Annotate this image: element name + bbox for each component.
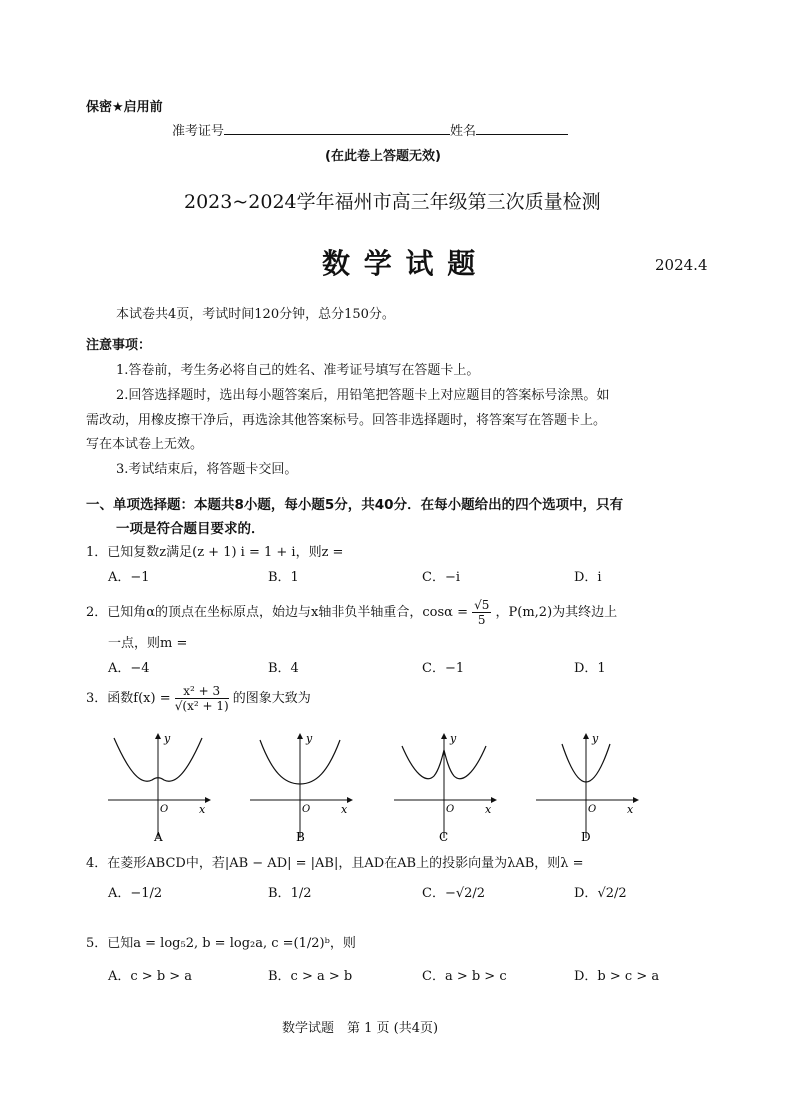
graph-c-origin: O [446, 804, 455, 815]
q4-b-letter: B． [268, 886, 291, 901]
q4-a-value: −1/2 [130, 886, 163, 901]
q1-text: 1．已知复数z满足(z + 1) i = 1 + i，则z = [86, 545, 344, 560]
q4-b-value: 1/2 [290, 886, 312, 901]
q5-text: 5．已知a = log₅2, b = log₂a, c =(1/2)ᵇ，则 [86, 936, 356, 951]
ticket-label: 准考证号 [172, 124, 225, 139]
note-1: 1.答卷前，考生务必将自己的姓名、准考证号填写在答题卡上。 [116, 363, 480, 378]
q2-post: ，P(m,2)为其终边上 [495, 605, 618, 620]
q1-option-c: C．−i [422, 570, 460, 585]
q4-a-letter: A． [108, 886, 131, 901]
q4-option-b [268, 882, 311, 901]
q2-option-b: B．4 [268, 661, 299, 676]
q5-option-a: A．c > b > a [108, 969, 193, 984]
section1-heading-line2: 一项是符合题目要求的． [116, 521, 265, 537]
q3-text [86, 684, 311, 713]
graph-d-origin: O [588, 804, 597, 815]
q2-pre: 2．已知角α的顶点在坐标原点，始边与x轴非负半轴重合，cosα = [86, 605, 468, 620]
q2-frac-num: √5 [474, 598, 490, 612]
ticket-blank [224, 122, 450, 135]
q1-option-b: B．1 [268, 570, 299, 585]
q2-option-d: D．1 [574, 661, 606, 676]
q4-d-letter: D． [574, 886, 598, 901]
q3-frac-num: x² + 3 [175, 684, 229, 699]
graph-a-y-label: y [164, 732, 171, 745]
q4-c-value: −√2/2 [444, 886, 486, 901]
q5-option-b: B．c > a > b [268, 969, 353, 984]
graph-d [536, 732, 638, 844]
page-footer: 数学试题 第 1 页 (共4页) [282, 1021, 439, 1036]
q3-pre: 3．函数f(x) = [86, 691, 171, 706]
exam-date: 2024.4 [655, 256, 708, 274]
exam-intro: 本试卷共4页，考试时间120分钟，总分150分。 [116, 307, 395, 322]
q4-text: 4．在菱形ABCD中，若|AB − AD| = |AB|，且AD在AB上的投影向量为λAB，则λ = [86, 856, 584, 871]
q2-frac-den: 5 [477, 613, 486, 627]
q1-option-a: A．−1 [108, 570, 150, 585]
invalid-note: (在此卷上答题无效) [325, 149, 441, 164]
section1-heading-line1: 一、单项选择题：本题共8小题，每小题5分，共40分．在每小题给出的四个选项中，只有 [86, 497, 624, 513]
q3-post: 的图象大致为 [232, 691, 311, 706]
graph-c-label: C [439, 830, 449, 844]
notes-heading: 注意事项： [86, 338, 152, 353]
q1-option-d: D．i [574, 570, 602, 585]
q2-option-a: A．−4 [108, 661, 150, 676]
q4-c-letter: C． [422, 886, 445, 901]
graph-d-x-label: x [627, 803, 634, 816]
graph-b [250, 732, 352, 844]
q3-graphs [100, 730, 700, 848]
exam-title: 2023~2024学年福州市高三年级第三次质量检测 [184, 191, 601, 213]
name-blank [476, 122, 568, 135]
graph-a-label: A [154, 830, 163, 844]
q2-text [86, 598, 617, 627]
q4-option-a [108, 882, 162, 901]
note-2-line3: 写在本试卷上无效。 [86, 437, 204, 452]
ticket-line [172, 120, 568, 139]
q2-cos-fraction [472, 598, 491, 627]
graph-c-y-label: y [450, 732, 457, 745]
graph-d-y-label: y [592, 732, 599, 745]
q4-option-d [574, 882, 627, 901]
graph-b-label: B [296, 830, 305, 844]
note-2-line1: 2.回答选择题时，选出每小题答案后，用铅笔把答题卡上对应题目的答案标号涂黑。如 [116, 388, 610, 403]
q5-option-c: C．a > b > c [422, 969, 507, 984]
subject-title: 数 学 试 题 [322, 247, 478, 280]
q3-frac-den: √(x² + 1) [174, 699, 229, 713]
q2-line2: 一点，则m = [108, 636, 188, 651]
graph-a-origin: O [160, 804, 169, 815]
q5-option-d: D．b > c > a [574, 969, 660, 984]
q3-fraction [175, 684, 229, 713]
q4-option-c [422, 882, 485, 901]
secret-label: 保密★启用前 [86, 100, 163, 115]
q2-option-c: C．−1 [422, 661, 465, 676]
name-label: 姓名 [450, 124, 477, 139]
q4-d-value: √2/2 [597, 886, 627, 901]
graph-b-y-label: y [306, 732, 313, 745]
graph-b-x-label: x [341, 803, 348, 816]
graph-d-label: D [581, 830, 591, 844]
graph-b-origin: O [302, 804, 311, 815]
graph-c [394, 732, 496, 844]
graph-a-x-label: x [199, 803, 206, 816]
graph-a [108, 732, 210, 844]
note-3: 3.考试结束后，将答题卡交回。 [116, 462, 298, 477]
note-2-line2: 需改动，用橡皮擦干净后，再选涂其他答案标号。回答非选择题时，将答案写在答题卡上。 [86, 413, 607, 428]
graph-c-x-label: x [485, 803, 492, 816]
